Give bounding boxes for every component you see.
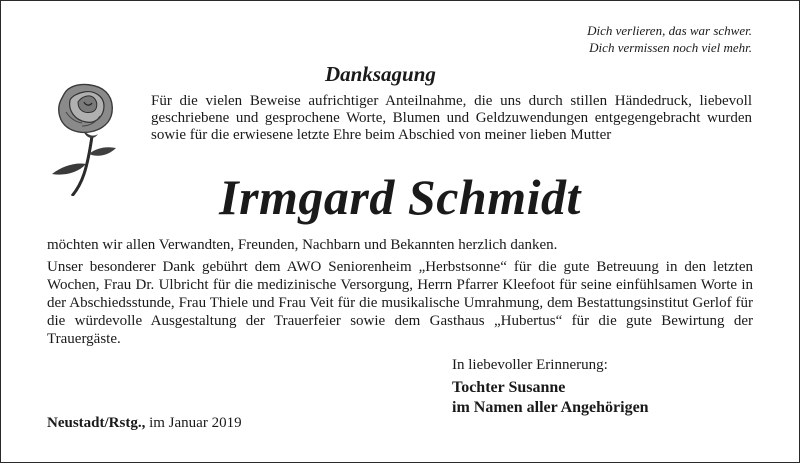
intro-paragraph: Für die vielen Beweise aufrichtiger Anteilnahme, die uns durch stillen Händedruck, liebevoll geschriebene und gesprochene Worte, Blumen und Geldzuwendungen entgegengebracht wurden sowie für die erwiesene letzte Ehre beim Abschied von meiner lieben Mutter <box>151 93 752 143</box>
place: Neustadt/Rstg., <box>47 415 146 431</box>
signature-line-1: Tochter Susanne <box>452 379 566 396</box>
place-date <box>47 415 242 432</box>
thanks-line: möchten wir allen Verwandten, Freunden, Nachbarn und Bekannten herzlich danken. <box>47 237 558 253</box>
signature <box>452 378 649 418</box>
closing-intro: In liebevoller Erinnerung: <box>452 357 608 373</box>
date: im Januar 2019 <box>149 415 242 431</box>
motto-line-1: Dich verlieren, das war schwer. <box>587 23 752 38</box>
body-paragraph: Unser besonderer Dank gebührt dem AWO Seniorenheim „Herbstsonne“ für die gute Betreuung in den letzten Wochen, Frau Dr. Ulbricht für die medizinische Versorgung, Herrn Pfarrer Kleefoot für seine einfühlsamen Worte in der Abschiedsstunde, Frau Thiele und Frau Veit für die musikalische Umrahmung, dem Bestattungsinstitut Gerlof für die würdevolle Ausgestaltung der Trauerfeier sowie dem Gasthaus „Hubertus“ für die gute Bewirtung der Trauergäste. <box>47 259 753 347</box>
motto-line-2: Dich vermissen noch viel mehr. <box>589 40 752 55</box>
heading: Danksagung <box>325 62 436 86</box>
signature-line-2: im Namen aller Angehörigen <box>452 399 649 416</box>
deceased-name: Irmgard Schmidt <box>219 169 581 225</box>
motto <box>587 22 752 56</box>
